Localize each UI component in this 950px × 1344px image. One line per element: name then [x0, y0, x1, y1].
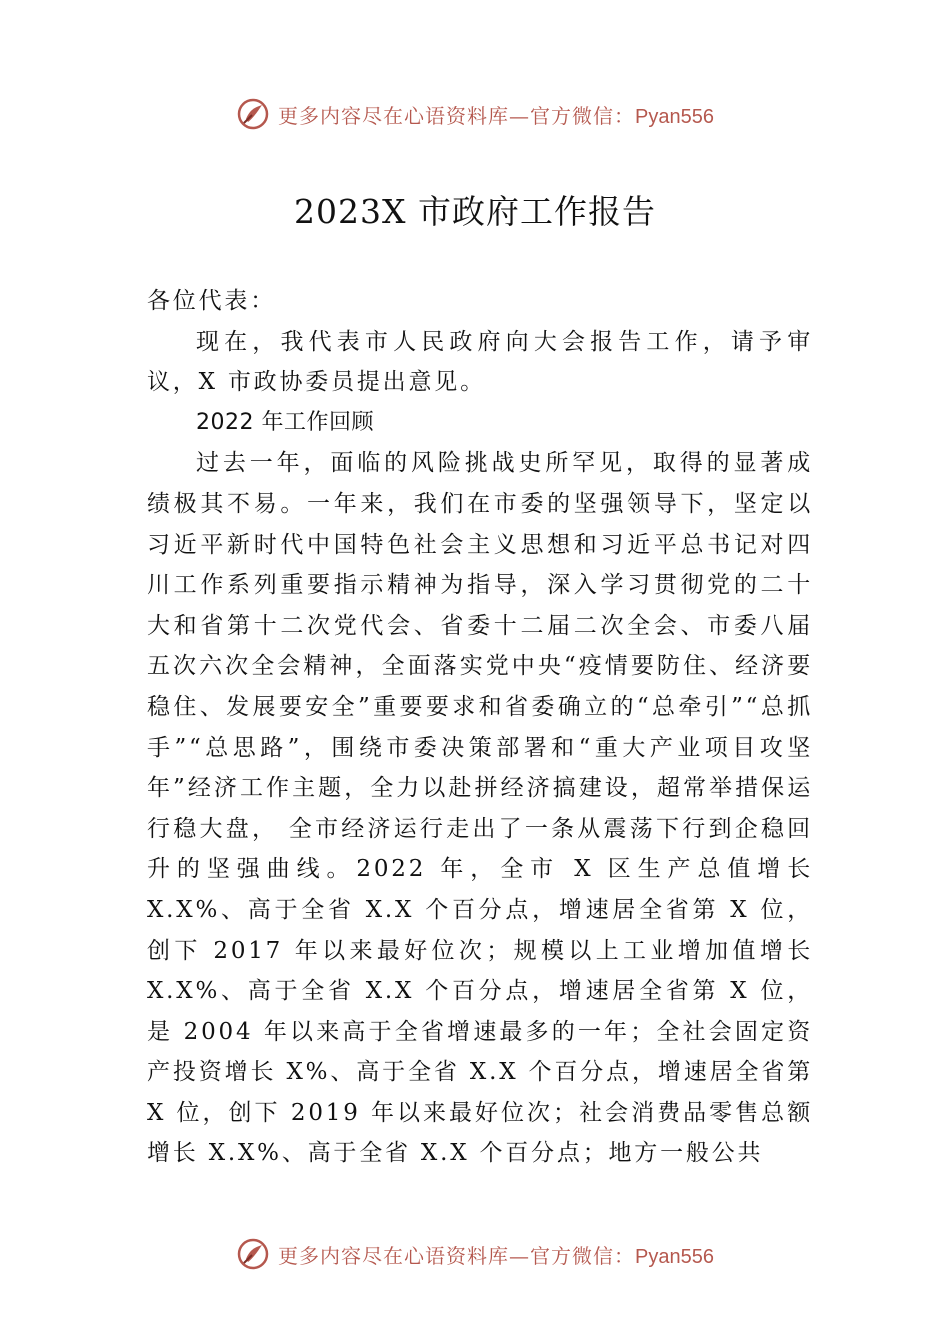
brand-logo-icon — [236, 1237, 270, 1271]
salutation: 各位代表： — [147, 288, 276, 314]
document-title: 2023X 市政府工作报告 — [294, 192, 656, 231]
body-paragraph: 过去一年，面临的风险挑战史所罕见，取得的显著成绩极其不易。一年来，我们在市委的坚强领导下，坚定以习近平新时代中国特色社会主义思想和习近平总书记对四川工作系列重要指示精神为指导，深入学习贯彻党的二十大和省第十二次党代会、省委十二届二次全会、市委八届五次六次全会精神，全面落实党中央“疫情要防住、经济要稳住、发展要安全”重要要求和省委确立的“总牵引”“总抓手”“总思路”，围绕市委决策部署和“重大产业项目攻坚年”经济工作主题，全力以赴拼经济搞建设，超常举措保运行稳大盘， 全市经济运行走出了一条从震荡下行到企稳回升的坚强曲线。2022 年，全市 X 区生产总值增长 X.X%、高于全省 X.X 个百分点，增速居全省第 X 位，创下 2017 年以来最好位次；规模以上工业增加值增长 X.X%、高于全省 X.X 个百分点，增速居全省第 X 位，是 2004 年以来高于全省增速最多的一年；全社会固定资产投资增长 X%、高于全省 X.X 个百分点，增速居全省第 X 位，创下 2019 年以来最好位次；社会消费品零售总额增长 X.X%、高于全省 X.X 个百分点；地方一般公共 — [147, 450, 813, 1167]
watermark-top — [0, 94, 950, 134]
intro-paragraph: 现在，我代表市人民政府向大会报告工作，请予审议，X 市政协委员提出意见。 — [147, 328, 813, 396]
document-body — [147, 281, 813, 1174]
watermark-text: 更多内容尽在心语资料库—官方微信：Pyan556 — [278, 103, 714, 128]
watermark-bottom — [0, 1234, 950, 1274]
watermark-text: 更多内容尽在心语资料库—官方微信：Pyan556 — [278, 1243, 714, 1268]
section-heading: 2022 年工作回顾 — [196, 409, 374, 435]
brand-logo-icon — [236, 97, 270, 131]
